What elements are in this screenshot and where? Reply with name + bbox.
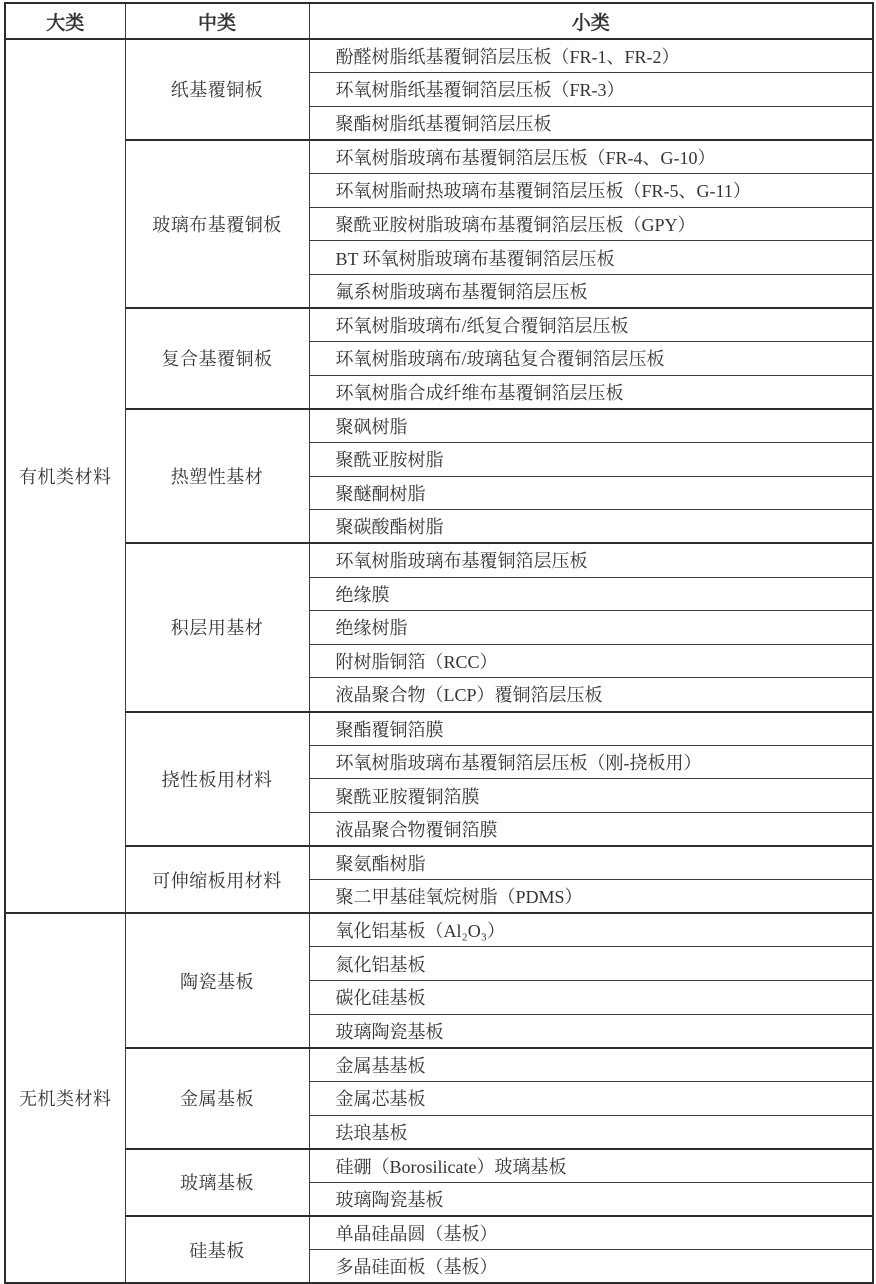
table-body (5, 39, 873, 1283)
header-row (5, 3, 873, 39)
middle-category-cell: 可伸缩板用材料 (125, 846, 309, 913)
table-row (5, 1149, 873, 1183)
table-row (5, 712, 873, 746)
column-header-small-category: 小类 (309, 3, 873, 39)
table-row (5, 1048, 873, 1082)
table-row (5, 140, 873, 174)
small-category-cell: 环氧树脂合成纤维布基覆铜箔层压板 (309, 375, 873, 409)
middle-category-cell: 玻璃基板 (125, 1149, 309, 1216)
middle-category-cell: 热塑性基材 (125, 409, 309, 544)
small-category-cell: 环氧树脂玻璃布基覆铜箔层压板（刚-挠板用） (309, 745, 873, 779)
small-category-cell: 绝缘膜 (309, 577, 873, 611)
small-category-cell: 环氧树脂耐热玻璃布基覆铜箔层压板（FR-5、G-11） (309, 174, 873, 208)
small-category-cell: 液晶聚合物覆铜箔膜 (309, 812, 873, 846)
small-category-cell: 聚二甲基硅氧烷树脂（PDMS） (309, 880, 873, 914)
small-category-cell: 聚酯覆铜箔膜 (309, 712, 873, 746)
small-category-cell: 聚碳酸酯树脂 (309, 510, 873, 544)
material-classification-table (4, 2, 874, 1284)
middle-category-cell: 玻璃布基覆铜板 (125, 140, 309, 308)
small-category-cell: 环氧树脂玻璃布基覆铜箔层压板（FR-4、G-10） (309, 140, 873, 174)
table-row (5, 409, 873, 443)
small-category-cell: 聚酰亚胺树脂玻璃布基覆铜箔层压板（GPY） (309, 207, 873, 241)
small-category-cell: 氮化铝基板 (309, 947, 873, 981)
major-category-cell: 无机类材料 (5, 913, 125, 1283)
small-category-cell: 硅硼（Borosilicate）玻璃基板 (309, 1149, 873, 1183)
small-category-cell: 碳化硅基板 (309, 981, 873, 1015)
middle-category-cell: 陶瓷基板 (125, 913, 309, 1048)
column-header-major-category: 大类 (5, 3, 125, 39)
small-category-cell: 玻璃陶瓷基板 (309, 1182, 873, 1216)
middle-category-cell: 积层用基材 (125, 543, 309, 711)
middle-category-cell: 复合基覆铜板 (125, 308, 309, 409)
middle-category-cell: 金属基板 (125, 1048, 309, 1149)
table-header (5, 3, 873, 39)
middle-category-cell: 纸基覆铜板 (125, 39, 309, 140)
small-category-cell: BT 环氧树脂玻璃布基覆铜箔层压板 (309, 241, 873, 275)
small-category-cell: 附树脂铜箔（RCC） (309, 644, 873, 678)
small-category-cell: 聚酰亚胺树脂 (309, 443, 873, 477)
table-row (5, 1216, 873, 1250)
small-category-cell: 聚砜树脂 (309, 409, 873, 443)
small-category-cell: 金属芯基板 (309, 1081, 873, 1115)
small-category-cell: 环氧树脂玻璃布基覆铜箔层压板 (309, 543, 873, 577)
small-category-cell: 聚酰亚胺覆铜箔膜 (309, 779, 873, 813)
small-category-cell: 珐琅基板 (309, 1115, 873, 1149)
small-category-cell: 单晶硅晶圆（基板） (309, 1216, 873, 1250)
small-category-cell: 聚醚酮树脂 (309, 476, 873, 510)
small-category-cell: 液晶聚合物（LCP）覆铜箔层压板 (309, 678, 873, 712)
small-category-cell: 金属基基板 (309, 1048, 873, 1082)
table-row (5, 846, 873, 880)
table-row (5, 39, 873, 73)
small-category-cell: 绝缘树脂 (309, 611, 873, 645)
major-category-cell: 有机类材料 (5, 39, 125, 913)
column-header-middle-category: 中类 (125, 3, 309, 39)
small-category-cell: 环氧树脂纸基覆铜箔层压板（FR-3） (309, 73, 873, 107)
small-category-cell: 氟系树脂玻璃布基覆铜箔层压板 (309, 274, 873, 308)
small-category-cell: 聚氨酯树脂 (309, 846, 873, 880)
table-row (5, 543, 873, 577)
small-category-cell: 聚酯树脂纸基覆铜箔层压板 (309, 106, 873, 140)
middle-category-cell: 硅基板 (125, 1216, 309, 1283)
table-row (5, 913, 873, 947)
small-category-cell: 多晶硅面板（基板） (309, 1250, 873, 1284)
small-category-cell: 环氧树脂玻璃布/玻璃毡复合覆铜箔层压板 (309, 342, 873, 376)
small-category-cell: 玻璃陶瓷基板 (309, 1014, 873, 1048)
small-category-cell: 氧化铝基板（Al₂O₃） (309, 913, 873, 947)
table-row (5, 308, 873, 342)
small-category-cell: 酚醛树脂纸基覆铜箔层压板（FR-1、FR-2） (309, 39, 873, 73)
middle-category-cell: 挠性板用材料 (125, 712, 309, 847)
small-category-cell: 环氧树脂玻璃布/纸复合覆铜箔层压板 (309, 308, 873, 342)
